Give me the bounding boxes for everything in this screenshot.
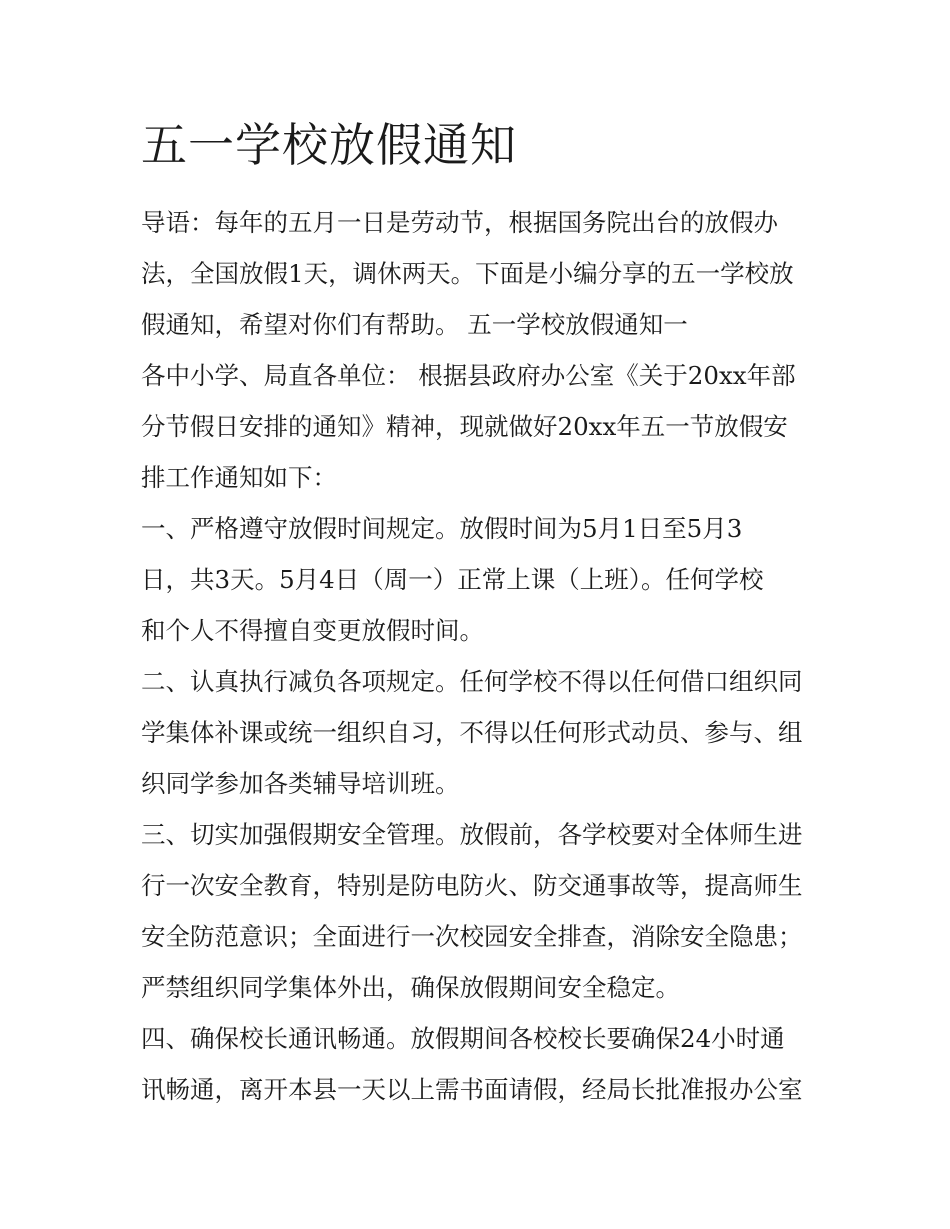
body-line-9: 和个人不得擅自变更放假时间。 — [141, 616, 484, 645]
body-line-3: 假通知，希望对你们有帮助。 五一学校放假通知一 — [141, 310, 688, 339]
body-line-11: 学集体补课或统一组织自习，不得以任何形式动员、参与、组 — [141, 718, 803, 747]
body-line-4: 各中小学、局直各单位： 根据县政府办公室《关于20xx年部 — [141, 361, 796, 390]
body-line-6: 排工作通知如下： — [141, 463, 337, 492]
body-line-12: 织同学参加各类辅导培训班。 — [141, 769, 460, 798]
document-title: 五一学校放假通知 — [141, 118, 517, 172]
body-line-8: 日，共3天。5月4日（周一）正常上课（上班）。任何学校 — [141, 565, 764, 594]
body-line-10: 二、认真执行减负各项规定。任何学校不得以任何借口组织同 — [141, 667, 803, 696]
body-line-17: 四、确保校长通讯畅通。放假期间各校校长要确保24小时通 — [141, 1024, 785, 1053]
body-line-1: 导语：每年的五月一日是劳动节，根据国务院出台的放假办 — [141, 208, 778, 237]
body-line-5: 分节假日安排的通知》精神，现就做好20xx年五一节放假安 — [141, 412, 788, 441]
body-line-13: 三、切实加强假期安全管理。放假前，各学校要对全体师生进 — [141, 820, 803, 849]
body-line-14: 行一次安全教育，特别是防电防火、防交通事故等，提高师生 — [141, 871, 803, 900]
body-line-15: 安全防范意识；全面进行一次校园安全排查，消除安全隐患； — [141, 922, 803, 951]
body-line-7: 一、严格遵守放假时间规定。放假时间为5月1日至5月3 — [141, 514, 743, 543]
body-line-16: 严禁组织同学集体外出，确保放假期间安全稳定。 — [141, 973, 680, 1002]
body-line-18: 讯畅通，离开本县一天以上需书面请假，经局长批准报办公室 — [141, 1075, 803, 1104]
body-line-2: 法，全国放假1天，调休两天。下面是小编分享的五一学校放 — [141, 259, 794, 288]
